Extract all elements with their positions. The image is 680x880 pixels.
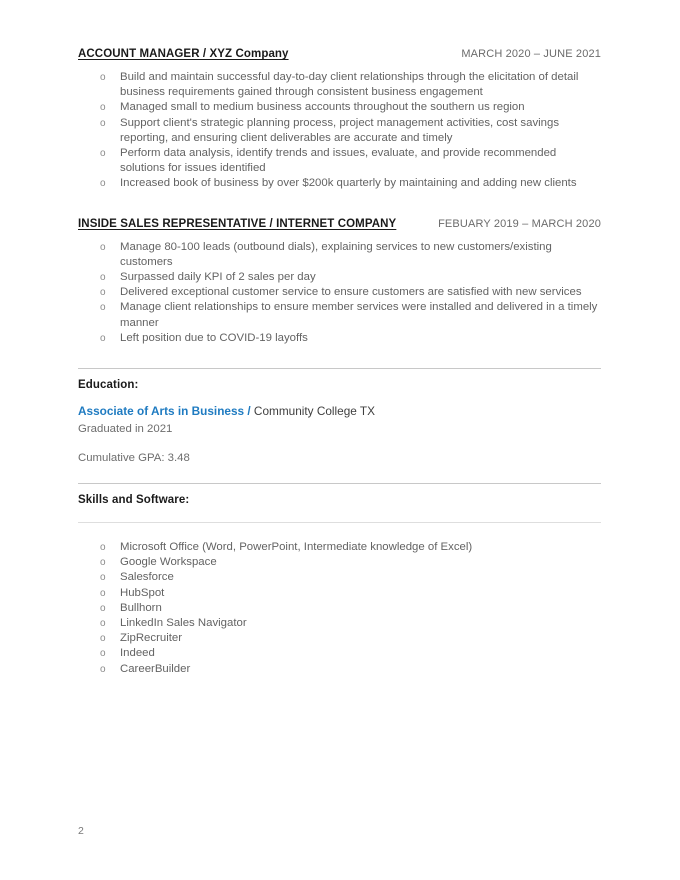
spacer [78, 435, 601, 452]
education-heading: Education: [78, 379, 139, 392]
list-item-text: Build and maintain successful day-to-day client relationships through the elicitation of detail business requirements gained through consistent business engagement [120, 71, 579, 99]
list-item [78, 586, 601, 601]
list-item-text: Increased book of business by over $200k quarterly by maintaining and adding new clients [120, 177, 577, 190]
section-spacer [78, 346, 601, 368]
job-role-text: ACCOUNT MANAGER / [78, 48, 210, 60]
list-item [78, 601, 601, 616]
list-item-text: Perform data analysis, identify trends and issues, evaluate, and provide recommended solutions for issues identified [120, 147, 557, 175]
list-item-text: Delivered exceptional customer service to ensure customers are satisfied with new services [120, 286, 582, 299]
job-header-inside-sales [78, 218, 601, 230]
bullet-marker-icon: o [100, 557, 106, 569]
list-item-text: Indeed [120, 647, 155, 660]
education-gpa: Cumulative GPA: 3.48 [78, 452, 190, 465]
list-item [78, 146, 601, 176]
education-degree-line [78, 404, 601, 418]
list-item [78, 631, 601, 646]
page-number: 2 [78, 825, 84, 837]
job-title-inside-sales [78, 218, 396, 230]
spacer [78, 391, 601, 404]
list-item [78, 331, 601, 346]
list-item-text: HubSpot [120, 586, 165, 599]
education-school-text: Community College TX [250, 404, 375, 419]
list-item-text: Surpassed daily KPI of 2 sales per day [120, 271, 316, 284]
bullet-marker-icon: o [100, 618, 106, 630]
bullet-marker-icon: o [100, 663, 106, 675]
list-item [78, 240, 601, 270]
list-item [78, 270, 601, 285]
list-item-text: Bullhorn [120, 601, 162, 614]
list-item [78, 662, 601, 677]
job-dates-inside-sales: FEBUARY 2019 – MARCH 2020 [438, 217, 601, 230]
bullet-marker-icon: o [100, 272, 106, 284]
bullet-marker-icon: o [100, 287, 106, 299]
list-item-text: LinkedIn Sales Navigator [120, 617, 247, 630]
bullet-marker-icon: o [100, 148, 106, 160]
job-title-account-manager [78, 48, 289, 60]
list-item-text: Salesforce [120, 571, 174, 584]
skills-heading: Skills and Software: [78, 494, 190, 507]
bullet-marker-icon: o [100, 102, 106, 114]
bullet-marker-icon: o [100, 542, 106, 554]
list-item [78, 646, 601, 661]
document-content [78, 48, 601, 677]
bullet-marker-icon: o [100, 241, 106, 253]
list-item-text: CareerBuilder [120, 662, 191, 675]
job-bullets-inside-sales [78, 240, 601, 346]
job-role-text: INSIDE SALES REPRESENTATIVE / INTERNET COMPANY [78, 217, 397, 230]
section-spacer [78, 464, 601, 483]
list-item-text: ZipRecruiter [120, 632, 183, 645]
list-item [78, 540, 601, 555]
bullet-marker-icon: o [100, 602, 106, 614]
list-item [78, 116, 601, 146]
section-spacer [78, 192, 601, 218]
job-header-account-manager [78, 48, 601, 60]
list-item-text: Microsoft Office (Word, PowerPoint, Intermediate knowledge of Excel) [120, 541, 473, 554]
list-item [78, 70, 601, 100]
skills-list [78, 540, 601, 677]
list-item-text: Support client's strategic planning process, project management activities, cost savings reporting, and ensuring client deliverables are accurate and timely [120, 116, 560, 144]
list-item-text: Managed small to medium business accounts throughout the southern us region [120, 101, 525, 114]
list-item [78, 300, 601, 330]
list-item [78, 616, 601, 631]
bullet-marker-icon: o [100, 332, 106, 344]
spacer [78, 484, 601, 494]
list-item [78, 285, 601, 300]
list-item-text: Manage 80-100 leads (outbound dials), explaining services to new customers/existing customers [120, 240, 552, 268]
job-dates-account-manager: MARCH 2020 – JUNE 2021 [461, 48, 601, 60]
list-item-text: Left position due to COVID-19 layoffs [120, 331, 308, 344]
list-item [78, 570, 601, 585]
bullet-marker-icon: o [100, 302, 106, 314]
list-item [78, 176, 601, 191]
list-item [78, 555, 601, 570]
bullet-marker-icon: o [100, 117, 106, 129]
spacer [78, 369, 601, 379]
bullet-marker-icon: o [100, 648, 106, 660]
bullet-marker-icon: o [100, 633, 106, 645]
bullet-marker-icon: o [100, 72, 106, 83]
list-item [78, 100, 601, 115]
bullet-marker-icon: o [100, 587, 106, 599]
bullet-marker-icon: o [100, 572, 106, 584]
education-degree-link[interactable]: Associate of Arts in Business / [78, 404, 251, 419]
job-company-text: XYZ Company [209, 48, 289, 60]
spacer [78, 523, 601, 530]
education-graduated: Graduated in 2021 [78, 423, 173, 436]
spacer [78, 506, 601, 522]
list-item-text: Google Workspace [120, 556, 217, 569]
job-bullets-account-manager [78, 70, 601, 192]
list-item-text: Manage client relationships to ensure member services were installed and delivered in a timely manner [120, 301, 598, 329]
bullet-marker-icon: o [100, 178, 106, 190]
